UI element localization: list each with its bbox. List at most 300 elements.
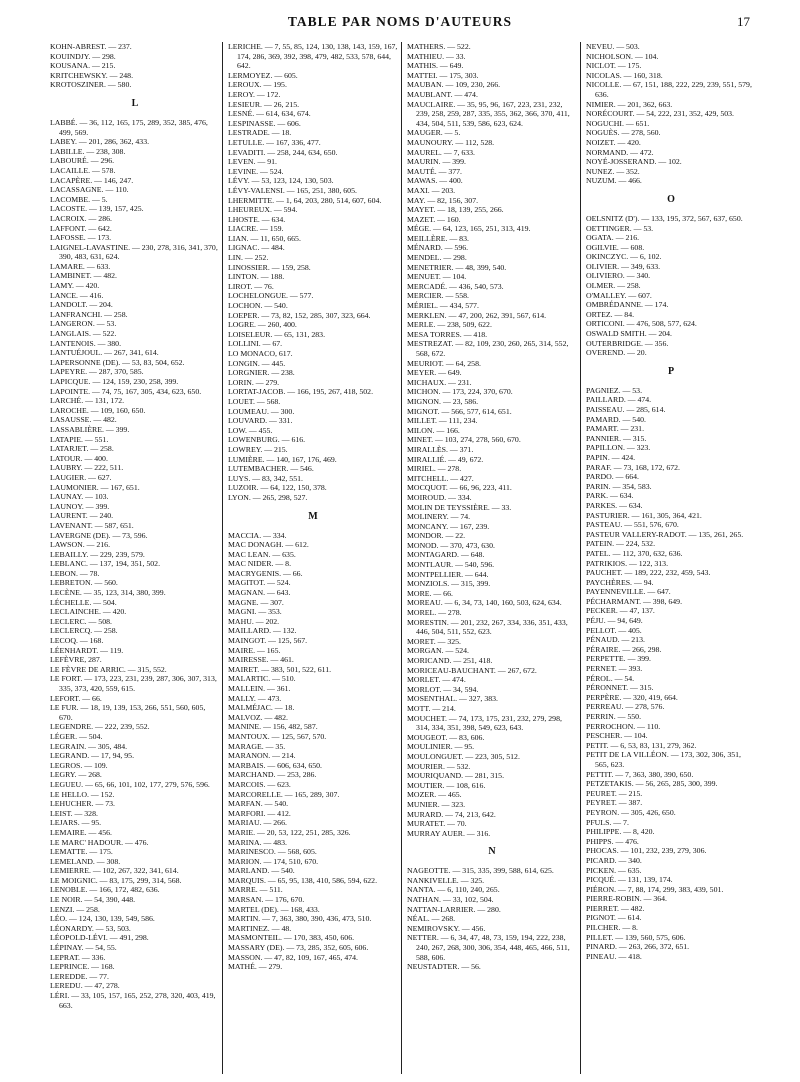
index-entry: LAUNOY. — 399. bbox=[50, 501, 110, 511]
index-entry: MANINE. — 156, 482, 587. bbox=[228, 722, 318, 732]
index-entry: LEBLANC. — 137, 194, 351, 502. bbox=[50, 559, 161, 569]
index-entry: PERROCHON. — 110. bbox=[586, 721, 661, 731]
index-entry: LOWENBURG. — 616. bbox=[228, 435, 306, 445]
index-entry: LEVADITI. — 258, 244, 634, 650. bbox=[228, 147, 338, 157]
index-entry: NICOLAS. — 160, 318. bbox=[586, 70, 663, 80]
index-entry: PERREAU. — 278, 576. bbox=[586, 702, 665, 712]
index-entry: LÉVY. — 53, 123, 124, 130, 503. bbox=[228, 176, 334, 186]
index-entry: MARTEL (DE). — 168, 433. bbox=[228, 904, 320, 914]
index-entry: LYON. — 265, 298, 527. bbox=[228, 492, 308, 502]
section-letter: L bbox=[131, 97, 139, 109]
index-entry: LÉVY-VALENSI. — 165, 251, 380, 605. bbox=[228, 185, 357, 195]
index-entry: OGATA. — 216. bbox=[586, 233, 640, 243]
index-entry: MORET. — 325. bbox=[407, 636, 461, 646]
index-entry: LAUMONIER. — 167, 651. bbox=[50, 482, 140, 492]
index-entry: KROTOSZINER. — 580. bbox=[50, 80, 132, 90]
index-entry: MACRYGENIS. — 66. bbox=[228, 568, 303, 578]
index-entry: LOCHELONGUE. — 577. bbox=[228, 291, 314, 301]
index-entry: MOSENTHAL. — 327, 383. bbox=[407, 694, 498, 704]
index-entry: LÉCHELLE. — 504. bbox=[50, 597, 117, 607]
index-entry: MOULONGUET. — 223, 305, 512. bbox=[407, 751, 520, 761]
index-entry: LACROIX. — 286. bbox=[50, 213, 112, 223]
index-entry: MARRE. — 511. bbox=[228, 885, 283, 895]
index-entry: LEROY. — 172. bbox=[228, 89, 281, 99]
index-entry: PATEL. — 112, 370, 632, 636. bbox=[586, 548, 683, 558]
index-entry: NOGUÈS. — 278, 560. bbox=[586, 128, 661, 138]
index-entry: MARQUIS. — 65, 95, 138, 410, 586, 594, 622. bbox=[228, 875, 378, 885]
index-entry: LÉONARDY. — 53, 503. bbox=[50, 923, 131, 933]
index-entry: LEGRAND. — 17, 94, 95. bbox=[50, 751, 135, 761]
index-entry: MALLEIN. — 361. bbox=[228, 684, 291, 693]
index-entry: NICHOLSON. — 104. bbox=[586, 51, 659, 61]
index-entry: PEURET. — 215. bbox=[586, 788, 643, 798]
index-entry: MONTLAUR. — 540, 596. bbox=[407, 560, 495, 570]
index-entry: LEHUCHER. — 73. bbox=[50, 799, 115, 809]
index-entry: PANNIER. — 315. bbox=[586, 433, 647, 443]
index-entry: NUNEZ. — 352. bbox=[586, 166, 640, 176]
index-columns bbox=[50, 42, 762, 1077]
section-letter: N bbox=[488, 846, 496, 858]
index-entry: LABEY. — 201, 286, 362, 433. bbox=[50, 137, 150, 147]
index-entry: LETULLE. — 167, 336, 477. bbox=[228, 137, 321, 147]
index-column-1 bbox=[50, 42, 220, 1072]
index-column-3 bbox=[407, 42, 577, 1072]
index-entry: NIMIER. — 201, 362, 663. bbox=[586, 99, 673, 109]
index-entry: PAGNIEZ. — 53. bbox=[586, 385, 643, 395]
index-entry: LEMAIRE. — 456. bbox=[50, 827, 112, 837]
index-entry: LAUNAY. — 103. bbox=[50, 492, 109, 502]
index-entry: LE MARC' HADOUR. — 476. bbox=[50, 837, 149, 847]
index-entry: MARIAU. — 266. bbox=[228, 818, 287, 828]
index-entry: LINOSSIER. — 159, 258. bbox=[228, 262, 311, 272]
index-entry: LE FÈVRE DE ARRIC. — 315, 552. bbox=[50, 664, 167, 674]
index-entry: LINTON. — 188. bbox=[228, 272, 285, 282]
index-entry: NORMAND. — 472. bbox=[586, 147, 654, 157]
index-entry: LEGUEU. — 65, 66, 101, 102, 177, 279, 576, 596. bbox=[50, 779, 210, 789]
index-entry: LEMIERRE. — 102, 267, 322, 341, 614. bbox=[50, 866, 179, 876]
index-entry: PERPÈRE. — 320, 419, 664. bbox=[586, 692, 678, 702]
index-entry: NOGUCHI. — 651. bbox=[586, 118, 650, 128]
index-entry: MOUCHET. — 74, 173, 175, 231, 232, 279, 298, 314, 334, 351, 398, 549, 623, 643. bbox=[407, 713, 562, 733]
index-entry: LANTUÉJOUL. — 267, 341, 614. bbox=[50, 348, 159, 358]
index-entry: MASSON. — 47, 82, 109, 167, 465, 474. bbox=[228, 952, 358, 962]
index-entry: MAUBLANT. — 474. bbox=[407, 89, 478, 99]
index-entry: OUTERBRIDGE. — 356. bbox=[586, 338, 669, 348]
index-entry: LE FORT. — 173, 223, 231, 239, 287, 306, 307, 313, 335, 373, 420, 559, 615. bbox=[50, 674, 217, 693]
index-entry: PILCHER. — 8. bbox=[586, 923, 638, 933]
index-entry: PÉJU. — 94, 649. bbox=[586, 616, 643, 626]
index-entry: NETTER. — 6, 34, 47, 48, 73, 159, 194, 222, 238, 240, 267, 268, 300, 306, 354, 448, 465, 466, 511, 588, 606. bbox=[407, 933, 570, 962]
index-entry: LARCHÉ. — 131, 172. bbox=[50, 396, 125, 406]
index-entry: MINET. — 103, 274, 278, 560, 670. bbox=[407, 435, 521, 445]
index-entry: LHEUREUX. — 594. bbox=[228, 205, 298, 215]
index-entry: OETTINGER. — 53. bbox=[586, 223, 654, 233]
index-entry: LACOSTE. — 139, 157, 425. bbox=[50, 204, 144, 214]
index-entry: MATHIS. — 649. bbox=[407, 61, 464, 71]
index-entry: PARIN. — 354, 583. bbox=[586, 481, 652, 491]
index-entry: MOURIER. — 532. bbox=[407, 761, 471, 771]
index-entry: MACCIA. — 334. bbox=[228, 530, 287, 540]
index-entry: KOUINDJY. — 298. bbox=[50, 51, 116, 61]
index-entry: PATRIKIOS. — 122, 313. bbox=[586, 558, 669, 568]
index-entry: LUYS. — 83, 342, 551. bbox=[228, 473, 303, 483]
index-entry: LABBÉ. — 36, 112, 165, 175, 289, 352, 385, 476, 499, 569. bbox=[50, 117, 208, 137]
index-entry: LAWSON. — 216. bbox=[50, 540, 111, 550]
index-entry: LEVINE. — 524. bbox=[228, 166, 284, 176]
index-entry: LE HELLO. — 152. bbox=[50, 789, 115, 799]
index-entry: LASAUSSE. — 482. bbox=[50, 415, 117, 425]
index-entry: LO MONACO, 617. bbox=[228, 349, 293, 358]
index-entry: MONCANY. — 167, 239. bbox=[407, 521, 490, 531]
index-entry: MARTIN. — 7, 363, 380, 390, 436, 473, 510. bbox=[228, 914, 372, 924]
index-entry: NICOLLE. — 67, 151, 188, 222, 229, 239, 551, 579, 636. bbox=[586, 80, 752, 99]
index-entry: MORICAND. — 251, 418. bbox=[407, 656, 493, 665]
index-entry: MIGNOT. — 566, 577, 614, 651. bbox=[407, 406, 512, 416]
index-entry: MONDOR. — 22. bbox=[407, 531, 466, 541]
index-entry: MATHERS. — 522. bbox=[407, 42, 471, 51]
index-entry: NANKIVELLE. — 325. bbox=[407, 875, 485, 885]
index-entry: MUNIER. — 323. bbox=[407, 799, 466, 809]
index-entry: PHILIPPE. — 8, 420. bbox=[586, 827, 655, 837]
index-entry: MÉGE. — 64, 123, 165, 251, 313, 419. bbox=[407, 224, 531, 234]
index-entry: LEGROS. — 109. bbox=[50, 760, 108, 770]
index-entry: LOUMEAU. — 300. bbox=[228, 406, 295, 416]
index-entry: PICKEN. — 635. bbox=[586, 865, 642, 875]
index-entry: KOUSANA. — 215. bbox=[50, 61, 116, 71]
index-entry: OVEREND. — 20. bbox=[586, 348, 647, 358]
index-entry: LOEPER. — 73, 82, 152, 285, 307, 323, 664. bbox=[228, 310, 371, 320]
index-entry: LOUVARD. — 331. bbox=[228, 416, 293, 426]
index-entry: MATHÉ. — 279. bbox=[228, 962, 283, 972]
index-entry: PIERRET. — 482. bbox=[586, 903, 645, 913]
index-entry: NEUSTADTER. — 56. bbox=[407, 962, 481, 972]
index-entry: MIRALLÈS. — 371. bbox=[407, 444, 474, 454]
section-letter: O bbox=[667, 193, 675, 205]
index-entry: LECOQ. — 168. bbox=[50, 636, 104, 646]
index-entry: MURARD. — 74, 213, 642. bbox=[407, 809, 496, 819]
index-entry: PARAF. — 73, 168, 172, 672. bbox=[586, 462, 680, 472]
index-entry: LEBON. — 78. bbox=[50, 568, 100, 578]
index-entry: OLMER. — 258. bbox=[586, 281, 641, 291]
index-entry: MAZET. — 160. bbox=[407, 214, 461, 224]
index-entry: LECLERC. — 508. bbox=[50, 616, 112, 626]
index-entry: LANGERON. — 53. bbox=[50, 319, 117, 329]
index-entry: MOREAU. — 6, 34, 73, 140, 160, 503, 624, 634. bbox=[407, 598, 562, 608]
index-entry: MOURIQUAND. — 281, 315. bbox=[407, 771, 505, 781]
index-entry: LEJARS. — 95. bbox=[50, 818, 102, 828]
index-entry: MILLET. — 111, 234. bbox=[407, 416, 478, 426]
index-entry: PETTIT. — 7, 363, 380, 390, 650. bbox=[586, 769, 694, 779]
index-entry: LOCHON. — 540. bbox=[228, 301, 288, 311]
index-entry: MAWAS. — 400. bbox=[407, 176, 463, 186]
index-entry: PÉNAUD. — 213. bbox=[586, 635, 645, 645]
index-entry: MORESTIN. — 201, 232, 267, 334, 336, 351, 433, 446, 504, 511, 552, 623. bbox=[407, 617, 568, 637]
index-entry: LÉGER. — 504. bbox=[50, 731, 103, 741]
index-entry: MARCORELLE. — 165, 289, 307. bbox=[228, 789, 340, 799]
section-letter: P bbox=[667, 365, 675, 377]
index-entry: LEPRAT. — 336. bbox=[50, 952, 106, 962]
index-entry: MERCADÉ. — 436, 540, 573. bbox=[407, 281, 504, 291]
index-entry: MAUNOURY. — 112, 528. bbox=[407, 137, 495, 147]
index-entry: MEURIOT. — 64, 258. bbox=[407, 358, 481, 368]
index-entry: MAC LEAN. — 635. bbox=[228, 549, 296, 559]
index-entry: PETZETAKIS. — 56, 265, 285, 300, 399. bbox=[586, 779, 718, 789]
index-entry: MORE. — 66. bbox=[407, 588, 453, 598]
index-entry: PECKER. — 47, 137. bbox=[586, 606, 655, 616]
index-entry: MARIE. — 20, 53, 122, 251, 285, 326. bbox=[228, 827, 351, 837]
index-entry: MORLET. — 474. bbox=[407, 675, 466, 685]
index-entry: LAFOSSE. — 173. bbox=[50, 233, 112, 243]
index-entry: LAFFONT. — 642. bbox=[50, 223, 112, 233]
index-entry: PERNET. — 393. bbox=[586, 664, 643, 674]
index-entry: LE NOIR. — 54, 390, 448. bbox=[50, 895, 136, 905]
index-entry: LHERMITTE. — 1, 64, 203, 280, 514, 607, 604. bbox=[228, 195, 382, 205]
index-entry: LESNÉ. — 614, 634, 674. bbox=[228, 109, 311, 119]
index-entry: MERLE. — 238, 509, 622. bbox=[407, 320, 492, 330]
index-entry: LEMELAND. — 308. bbox=[50, 856, 121, 866]
index-entry: PEYRET. — 387. bbox=[586, 798, 643, 808]
index-entry: LEGRY. — 268. bbox=[50, 770, 102, 780]
index-entry: NORÉCOURT. — 54, 222, 231, 352, 429, 503. bbox=[586, 109, 734, 119]
index-entry: LANCE. — 416. bbox=[50, 290, 104, 300]
index-entry: PAYCHÈRES. — 94. bbox=[586, 577, 654, 587]
index-entry: KOHN-ABREST. — 237. bbox=[50, 42, 132, 51]
index-entry: OELSNITZ (D'). — 133, 195, 372, 567, 637, 650. bbox=[586, 213, 743, 223]
index-entry: LAMARE. — 633. bbox=[50, 261, 111, 271]
index-entry: MAHU. — 202. bbox=[228, 616, 280, 626]
index-entry: LHOSTE. — 634. bbox=[228, 214, 286, 224]
index-entry: OSWALD SMITH. — 204. bbox=[586, 329, 672, 339]
index-entry: MURATET. — 70. bbox=[407, 819, 467, 829]
index-entry: LEGENDRE. — 222, 239, 552. bbox=[50, 722, 150, 732]
index-entry: LUTEMBACHER. — 546. bbox=[228, 464, 314, 474]
index-entry: LORTAT-JACOB. — 166, 195, 267, 418, 502. bbox=[228, 387, 374, 397]
index-entry: LEROUX. — 195. bbox=[228, 80, 287, 90]
index-entry: PAUCHET. — 189, 222, 232, 459, 543. bbox=[586, 568, 711, 578]
index-entry: MAUGER. — 5. bbox=[407, 128, 461, 138]
index-entry: MALARTIC. — 510. bbox=[228, 674, 296, 684]
index-entry: MARAGE. — 35. bbox=[228, 741, 286, 751]
index-entry: MARTINEZ. — 48. bbox=[228, 923, 292, 933]
index-entry: MASMONTEIL. — 170, 383, 450, 606. bbox=[228, 933, 355, 943]
index-entry: LEBRETON. — 560. bbox=[50, 578, 118, 588]
index-entry: MAYET. — 18, 139, 255, 266. bbox=[407, 205, 504, 215]
index-entry: OLIVIERO. — 340. bbox=[586, 271, 651, 281]
index-entry: PATEIN. — 224, 532. bbox=[586, 539, 656, 549]
index-entry: PESCHER. — 104. bbox=[586, 731, 648, 741]
section-letter: M bbox=[308, 510, 318, 522]
index-entry: MARCOIS. — 623. bbox=[228, 779, 291, 789]
index-entry: MAUCLAIRE. — 35, 95, 96, 167, 223, 231, 232, 239, 258, 259, 287, 335, 355, 362, 366, 370, 411, 434, 504, 511, 539, 586, 623, 624. bbox=[407, 99, 570, 128]
index-entry: LECÈNE. — 35, 123, 314, 380, 399. bbox=[50, 588, 166, 598]
index-entry: PIERRE-ROBIN. — 364. bbox=[586, 894, 668, 904]
index-entry: LANFRANCHI. — 258. bbox=[50, 309, 128, 319]
index-entry: LATOUR. — 400. bbox=[50, 453, 108, 463]
index-entry: PETIT. — 6, 53, 83, 131, 279, 362. bbox=[586, 740, 697, 750]
index-entry: NÉAL. — 268. bbox=[407, 914, 456, 924]
index-entry: LACOMBE. — 5. bbox=[50, 194, 108, 204]
index-entry: PETIT DE LA VILLÉON. — 173, 302, 306, 351, 565, 623. bbox=[586, 750, 741, 769]
index-entry: KRITCHEWSKY. — 248. bbox=[50, 70, 134, 80]
index-entry: MIRALLIÉ. — 49, 672. bbox=[407, 454, 484, 464]
index-entry: MOREL. — 278. bbox=[407, 608, 462, 618]
page-title: TABLE PAR NOMS D'AUTEURS bbox=[287, 14, 513, 29]
index-entry: PILLET. — 139, 560, 575, 606. bbox=[586, 932, 686, 942]
index-entry: MEYER. — 649. bbox=[407, 368, 462, 378]
index-entry: MOLIN DE TEYSSIÈRE. — 33. bbox=[407, 502, 512, 512]
index-entry: LEREDDE. — 77. bbox=[50, 971, 109, 981]
index-entry: LESTRADE. — 18. bbox=[228, 128, 292, 138]
index-entry: OKINCZYC. — 6, 102. bbox=[586, 252, 662, 262]
index-entry: LESPINASSE. — 606. bbox=[228, 118, 301, 128]
index-entry: PAMARD. — 540. bbox=[586, 414, 646, 424]
index-entry: PAYENNEVILLE. — 647. bbox=[586, 587, 671, 597]
index-entry: PAPILLON. — 323. bbox=[586, 443, 651, 453]
index-entry: MARINA. — 483. bbox=[228, 837, 287, 847]
index-entry: MANTOUX. — 125, 567, 570. bbox=[228, 731, 327, 741]
index-entry: LEPRINCE. — 168. bbox=[50, 962, 115, 972]
index-entry: LONGIN. — 445. bbox=[228, 358, 286, 368]
index-entry: PAISSEAU. — 285, 614. bbox=[586, 405, 666, 414]
index-entry: LAPOINTE. — 74, 75, 167, 305, 434, 623, 650. bbox=[50, 386, 202, 396]
index-entry: PAILLARD. — 474. bbox=[586, 395, 652, 405]
index-entry: LANGLAIS. — 522. bbox=[50, 329, 117, 339]
index-entry: PÉROL. — 54. bbox=[586, 673, 635, 683]
index-entry: MOUGEOT. — 83, 606. bbox=[407, 732, 485, 742]
index-entry: MILON. — 166. bbox=[407, 425, 460, 435]
index-entry: LENOBLE. — 166, 172, 482, 636. bbox=[50, 885, 160, 895]
index-entry: OMBRÉDANNE. — 174. bbox=[586, 300, 669, 310]
index-entry: LANDOLT. — 204. bbox=[50, 300, 113, 310]
index-entry: MOTT. — 214. bbox=[407, 703, 456, 713]
index-entry: MAY. — 82, 156, 307. bbox=[407, 195, 479, 205]
index-entry: LOW. — 455. bbox=[228, 425, 273, 435]
index-entry: LABOURÉ. — 296. bbox=[50, 156, 115, 166]
index-entry: LEFÈVRE, 287. bbox=[50, 655, 102, 665]
index-entry: MASSARY (DE). — 73, 285, 352, 605, 606. bbox=[228, 943, 369, 953]
index-entry: LORIN. — 279. bbox=[228, 377, 280, 387]
index-entry: PASTURIER. — 161, 305, 364, 421. bbox=[586, 510, 702, 520]
index-entry: NEMIROVSKY. — 456. bbox=[407, 923, 486, 933]
index-entry: LUZOIR. — 64, 122, 150, 378. bbox=[228, 483, 327, 493]
index-entry: PÉRAIRE. — 266, 298. bbox=[586, 644, 662, 654]
index-entry: LAVERGNE (DE). — 73, 596. bbox=[50, 530, 148, 540]
index-entry: LAPERSONNE (DE). — 53, 83, 504, 652. bbox=[50, 357, 185, 367]
page-number: 17 bbox=[737, 14, 750, 29]
index-entry: MARANON. — 214. bbox=[228, 751, 296, 761]
index-entry: MALLY. — 473. bbox=[228, 693, 282, 703]
index-entry: MENUET. — 104. bbox=[407, 272, 467, 282]
index-entry: MARINESCO. — 568, 605. bbox=[228, 847, 317, 857]
index-entry: LATAPIE. — 551. bbox=[50, 434, 109, 444]
index-entry: MAC NIDER. — 8. bbox=[228, 559, 292, 569]
index-entry: MENDEL. — 298. bbox=[407, 253, 467, 263]
index-entry: LATARJET. — 258. bbox=[50, 444, 114, 454]
index-entry: PÉCHARMANT. — 398, 649. bbox=[586, 596, 683, 606]
index-entry: LOGRE. — 260, 400. bbox=[228, 320, 297, 330]
index-entry: PARK. — 634. bbox=[586, 491, 634, 501]
index-entry: LIROT. — 76. bbox=[228, 281, 274, 291]
index-entry: MAINGOT. — 125, 567. bbox=[228, 636, 308, 646]
index-entry: OGILVIE. — 608. bbox=[586, 242, 645, 252]
index-entry: MONTAGARD. — 648. bbox=[407, 550, 485, 560]
index-entry: MALMÉJAC. — 18. bbox=[228, 703, 295, 713]
index-entry: LOISELEUR. — 65, 131, 283. bbox=[228, 329, 326, 339]
index-entry: PAMART. — 231. bbox=[586, 424, 645, 434]
index-entry: MARBAIS. — 606, 634, 650. bbox=[228, 760, 323, 770]
index-entry: MATTEI. — 175, 303. bbox=[407, 70, 479, 80]
index-entry: LEVEN. — 91. bbox=[228, 157, 277, 167]
index-entry: MARION. — 174, 510, 670. bbox=[228, 856, 319, 866]
index-entry: MALVOZ. — 482. bbox=[228, 712, 288, 722]
index-entry: LACASSAGNE. — 110. bbox=[50, 185, 129, 195]
index-entry: MONTPELLIER. — 644. bbox=[407, 569, 489, 579]
index-entry: LERICHE. — 7, 55, 85, 124, 130, 138, 143, 159, 167, 174, 286, 369, 392, 398, 479, 482, 533, 578, 644, 642. bbox=[228, 42, 398, 71]
index-entry: LENZI. — 258. bbox=[50, 904, 100, 914]
index-entry: LÉO. — 124, 130, 139, 549, 586. bbox=[50, 914, 155, 924]
index-entry: ORTEZ. — 84. bbox=[586, 309, 635, 319]
index-entry: MORGAN. — 524. bbox=[407, 646, 469, 656]
index-entry: LAUGIER. — 627. bbox=[50, 472, 112, 482]
index-entry: MAIRE. — 165. bbox=[228, 645, 281, 655]
index-entry: MORLOT. — 34, 594. bbox=[407, 684, 479, 694]
index-entry: LUMIÈRE. — 140, 167, 176, 469. bbox=[228, 454, 337, 464]
index-entry: MOULINIER. — 95. bbox=[407, 742, 475, 752]
index-entry: LANTENOIS. — 380. bbox=[50, 338, 122, 348]
index-entry: MAUREL. — 7, 633. bbox=[407, 147, 476, 157]
index-entry: MESA TORRES. — 418. bbox=[407, 329, 488, 339]
index-entry: LESIEUR. — 26, 215. bbox=[228, 99, 300, 109]
index-entry: LOUET. — 568. bbox=[228, 396, 281, 406]
index-entry: NOYÉ-JOSSERAND. — 102. bbox=[586, 157, 682, 167]
index-entry: LAMBINET. — 482. bbox=[50, 271, 117, 281]
index-entry: LIACRE. — 159. bbox=[228, 224, 284, 234]
index-entry: LEBAILLY. — 229, 239, 579. bbox=[50, 549, 145, 559]
index-entry: LAUBRY. — 222, 511. bbox=[50, 463, 124, 473]
index-entry: MITCHELL. — 427. bbox=[407, 473, 474, 483]
index-entry: MOLINERY. — 74. bbox=[407, 512, 471, 522]
index-entry: MESTREZAT. — 82, 109, 230, 260, 265, 314, 552, 568, 672. bbox=[407, 339, 569, 358]
index-entry: NOIZET. — 420. bbox=[586, 137, 641, 147]
index-entry: PICARD. — 340. bbox=[586, 855, 642, 865]
index-entry: MICHAUX. — 231. bbox=[407, 377, 472, 387]
index-entry: PARKES. — 634. bbox=[586, 500, 643, 510]
index-entry: MAGITOT. — 524. bbox=[228, 578, 291, 588]
index-entry: LACAPÈRE. — 146, 247. bbox=[50, 175, 134, 185]
index-entry: PIGNOT. — 614. bbox=[586, 913, 642, 923]
index-entry: MAILLARD. — 132. bbox=[228, 626, 297, 636]
index-entry: MOIROUD. — 334. bbox=[407, 492, 472, 502]
index-entry: NATHAN. — 33, 102, 504. bbox=[407, 895, 494, 905]
index-entry: ORTICONI. — 476, 508, 577, 624. bbox=[586, 319, 697, 329]
page-header bbox=[50, 14, 750, 36]
index-entry: LECLAINCHE. — 420. bbox=[50, 607, 127, 617]
index-entry: LORGNIER. — 238. bbox=[228, 368, 295, 378]
index-entry: PELLOT. — 405. bbox=[586, 625, 642, 635]
index-entry: LABILLE. — 238, 308. bbox=[50, 146, 126, 156]
index-entry: LOWREY. — 215. bbox=[228, 444, 288, 454]
index-entry: MENETRIER. — 48, 399, 540. bbox=[407, 262, 507, 272]
index-entry: MAGNI. — 353. bbox=[228, 607, 282, 617]
index-entry: MAIRET. — 383, 501, 522, 611. bbox=[228, 664, 332, 674]
index-entry: MOZER. — 465. bbox=[407, 790, 462, 800]
index-entry: PERRIN. — 550. bbox=[586, 712, 642, 721]
index-entry: LE FUR. — 18, 19, 139, 153, 266, 551, 560, 605, 670. bbox=[50, 703, 206, 722]
index-entry: MONOD. — 370, 473, 630. bbox=[407, 540, 495, 550]
index-entry: MURRAY AUER. — 316. bbox=[407, 828, 491, 838]
index-entry: MARLAND. — 540. bbox=[228, 866, 295, 876]
index-entry: LAVENANT. — 587, 651. bbox=[50, 520, 134, 530]
